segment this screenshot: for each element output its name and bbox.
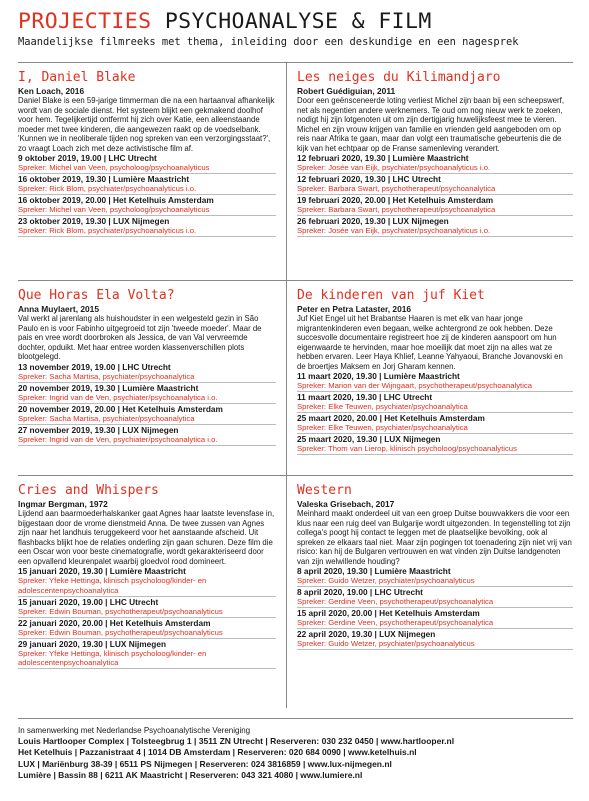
screening-speaker: Spreker: Gerdine Veen, psychotherapeut/psychoanalytica — [297, 597, 573, 608]
film-title: Les neiges du Kilimandjaro — [297, 70, 501, 85]
venue-details: | Tolsteegbrug 1 | 3511 ZN Utrecht | Reserveren: 030 232 0450 | www.hartlooper.nl — [124, 736, 455, 746]
screening-speaker: Spreker: Yfeke Hettinga, klinisch psycholoog/kinder- en adolescentenpsychoanalytica — [18, 649, 276, 670]
screening-date: 12 februari 2020, 19.30 | LHC Utrecht — [297, 174, 441, 184]
screening-date: 8 april 2020, 19.30 | Lumière Maastricht — [297, 566, 451, 576]
screening-date: 15 januari 2020, 19.00 | LHC Utrecht — [18, 596, 159, 607]
screening-date: 20 november 2019, 19.30 | Lumière Maastricht — [18, 382, 199, 393]
screening-speaker: Spreker: Rick Blom, psychiater/psychoanalyticus i.o. — [18, 184, 276, 195]
screening-date: 15 april 2020, 20.00 | Het Ketelhuis Amsterdam — [297, 608, 480, 618]
venue-details: | Pazzanistraat 4 | 1014 DB Amsterdam | Reserveren: 020 684 0090 | www.ketelhuis.nl — [72, 747, 417, 758]
screening-speaker: Spreker: Michel van Veen, psycholoog/psychoanalyticus — [18, 163, 276, 174]
film-block-que-horas — [18, 281, 286, 475]
venue-name: Lumière — [18, 770, 52, 781]
screening-date: 11 maart 2020, 19.30 | Lumière Maastricht — [297, 371, 460, 381]
venue-line-lux — [18, 759, 573, 770]
film-title: Western — [297, 483, 352, 498]
screening-speaker: Spreker: Thom van Lierop, klinisch psycholoog/psychoanalyticus — [297, 444, 573, 455]
screening-speaker: Spreker: Michel van Veen, psycholoog/psychoanalyticus — [18, 205, 276, 216]
screening-speaker: Spreker: Ingrid van de Ven, psychiater/psychoanalytica i.o. — [18, 435, 276, 446]
film-row-3 — [18, 475, 573, 708]
venue-footer — [18, 718, 573, 782]
film-grid — [18, 62, 573, 708]
screening-speaker: Spreker: Sacha Martisa, psychiater/psychoanalytica — [18, 372, 276, 383]
page-title — [18, 10, 573, 34]
column-divider — [286, 281, 287, 475]
screening-speaker: Spreker: Barbara Swart, psychotherapeut/psychoanalytica — [297, 205, 573, 216]
screening-speaker: Spreker: Guido Wetzer, psychiater/psychoanalyticus — [297, 639, 573, 650]
screening-date: 16 oktober 2019, 19.30 | Lumière Maastricht — [18, 174, 190, 184]
film-description: Meinhard maakt onderdeel uit van een groep Duitse bouwvakkers die voor een klus naar een ruig deel van Bulgarije wordt uitgezonden. In tegenstelling tot zijn collega's poogt hij contact te leggen met de plaatselijke bevolking, ook al spreken ze elkaars taal niet. Maar zijn pogingen tot toenadering zijn niet vrij van risico: kan hij de Bulgaren vertrouwen en wat vinden zijn Duitse landgenoten van zijn welwillende houding? — [297, 509, 572, 566]
screening-date: 22 januari 2020, 20.00 | Het Ketelhuis Amsterdam — [18, 617, 211, 628]
title-accent: PROJECTIES — [18, 9, 152, 34]
film-description: Door een geënsceneerde loting verliest Michel zijn baan bij een scheepswerf, net als negentien andere werknemers. Te oud om nog nieuw werk te zoeken, nodigt hij zijn lotgenoten uit om zijn dertigjarig huwelijksfeest mee te vieren. Michel en zijn vrouw krijgen van familie en vrienden geld aangeboden om op reis naar Afrika te gaan, maar dan volgt een traumatische gebeurtenis die de kijk van het echtpaar op de Franse samenleving verandert. — [297, 96, 564, 153]
screening-speaker: Spreker: Rick Blom, psychiater/psychoanalyticus i.o. — [18, 226, 276, 237]
venue-line-ketelhuis — [18, 747, 573, 758]
venue-line-hartlooper — [18, 736, 573, 747]
screening-speaker: Spreker: Marion van der Wijngaart, psychotherapeut/psychoanalytica — [297, 381, 573, 392]
film-director: Ken Loach, 2016 — [18, 86, 85, 96]
film-description: Lijdend aan baarmoederhalskanker gaat Agnes haar laatste levensfase in, bijgestaan door de vrome dienstmeid Anna. De twee zussen van Agnes zijn naar het landhuis teruggekeerd voor het aanstaande afscheid. Uit flashbacks blijkt hoe de relaties onderling zijn gaan schuren. Deze film die een Oscar won voor beste cinematografie, wordt gekarakteriseerd door een opvallend kleurenpalet waarbij gloedvol rood domineert. — [18, 509, 275, 566]
screening-speaker: Spreker: Josée van Eijk, psychiater/psychoanalyticus i.o. — [297, 226, 573, 237]
screening-speaker: Spreker: Sacha Martisa, psychiater/psychoanalytica — [18, 414, 276, 425]
screening-speaker: Spreker: Yfeke Hettinga, klinisch psycholoog/kinder- en adolescentenpsychoanalytica — [18, 576, 276, 597]
film-row-1 — [18, 62, 573, 280]
screening-speaker: Spreker: Elke Teuwen, psychiater/psychoanalytica — [297, 402, 573, 413]
screening-speaker: Spreker: Barbara Swart, psychotherapeut/psychoanalytica — [297, 184, 573, 195]
screening-date: 9 oktober 2019, 19.00 | LHC Utrecht — [18, 153, 157, 163]
film-director: Ingmar Bergman, 1972 — [18, 499, 108, 509]
film-description: Daniel Blake is een 59-jarige timmerman die na een hartaanval afhankelijk wordt van de sociale dienst. Het systeem blijkt een gekmakend doolhof voor hem. Tegelijkertijd ontfermt hij zich over Katie, een alleenstaande moeder met twee kinderen, die aangewezen raakt op de voedselbank. 'Kunnen we in neoliberale tijden nog spreken van een verzorgingsstaat?', zo vraagt Loach zich met deze activistische film af. — [18, 96, 275, 153]
film-title: De kinderen van juf Kiet — [297, 288, 485, 303]
film-description: Juf Kiet Engel uit het Brabantse Haaren is met elk van haar jonge migrantenkinderen even begaan, welke achtergrond ze ook hebben. Deze succesvolle documentaire registreert hoe zij de kinderen aanspoort om hun eigenwaarde te hervinden, maar hoe moeilijk dat moet zijn na alles wat ze hebben ervaren. Leer Haya Khlief, Leanne Yahyaoui, Branche Jovanovski en de broertjes Maksem en Jorj Gharam kennen. — [297, 314, 563, 371]
film-row-2 — [18, 280, 573, 475]
venue-details: | Mariënburg 38-39 | 6511 PS Nijmegen | Reserveren: 024 3816859 | www.lux-nijmegen.nl — [35, 758, 392, 769]
film-description: Val werkt al jarenlang als huishoudster in een welgesteld gezin in São Paulo en is voor Fabinho uitgegroeid tot zijn 'tweede moeder'. Maar de pais en vree wordt doorbroken als Jessica, de van Val vervreemde dochter, opduikt. Met haar entree worden klassenverschillen plots blootgelegd. — [18, 314, 262, 361]
screening-date: 8 april 2020, 19.00 | LHC Utrecht — [297, 587, 423, 597]
venue-details: | Bassin 88 | 6211 AK Maastricht | Reserveren: 043 321 4080 | www.lumiere.nl — [51, 770, 363, 781]
screening-date: 20 november 2019, 20.00 | Het Ketelhuis Amsterdam — [18, 403, 223, 414]
film-director: Peter en Petra Lataster, 2016 — [297, 304, 412, 314]
film-director: Robert Guédiguian, 2011 — [297, 86, 396, 96]
screening-date: 19 februari 2020, 20.00 | Het Ketelhuis Amsterdam — [297, 195, 494, 205]
film-title: I, Daniel Blake — [18, 70, 136, 85]
flyer-page — [18, 9, 573, 781]
column-divider — [286, 476, 287, 708]
screening-date: 27 november 2019, 19.30 | LUX Nijmegen — [18, 424, 179, 435]
column-divider — [286, 63, 287, 280]
film-title: Cries and Whispers — [18, 483, 159, 498]
screening-date: 25 maart 2020, 20.00 | Het Ketelhuis Amsterdam — [297, 413, 485, 423]
film-director: Anna Muylaert, 2015 — [18, 304, 99, 314]
venue-name: LUX — [18, 758, 35, 769]
screening-speaker: Spreker: Edwin Bouman, psychotherapeut/psychoanalyticus — [18, 607, 276, 618]
screening-speaker: Spreker: Gerdine Veen, psychotherapeut/psychoanalytica — [297, 618, 573, 629]
film-block-cries-whispers — [18, 476, 286, 708]
venue-line-lumiere — [18, 770, 573, 781]
screening-date: 26 februari 2020, 19.30 | LUX Nijmegen — [297, 216, 449, 226]
screening-date: 23 oktober 2019, 19.30 | LUX Nijmegen — [18, 216, 170, 226]
screening-date: 22 april 2020, 19.30 | LUX Nijmegen — [297, 629, 436, 639]
venue-name: Louis Hartlooper Complex — [18, 736, 125, 746]
film-block-les-neiges — [286, 63, 573, 280]
footer-intro: In samenwerking met Nederlandse Psychoanalytische Vereniging — [18, 726, 251, 735]
screening-speaker: Spreker: Edwin Bouman, psychotherapeut/psychoanalyticus — [18, 628, 276, 639]
screening-date: 13 november 2019, 19.00 | LHC Utrecht — [18, 361, 171, 372]
film-block-juf-kiet — [286, 281, 573, 475]
page-subtitle: Maandelijkse filmreeks met thema, inleiding door een deskundige en een nagesprek — [18, 36, 519, 48]
screening-speaker: Spreker: Josée van Eijk, psychiater/psychoanalyticus i.o. — [297, 163, 573, 174]
screening-date: 12 februari 2020, 19.30 | Lumière Maastricht — [297, 153, 469, 163]
screening-date: 25 maart 2020, 19.30 | LUX Nijmegen — [297, 434, 441, 444]
screening-date: 16 oktober 2019, 20.00 | Het Ketelhuis Amsterdam — [18, 195, 214, 205]
screening-date: 15 januari 2020, 19.30 | Lumière Maastricht — [18, 566, 186, 576]
screening-speaker: Spreker: Elke Teuwen, psychiater/psychoanalytica — [297, 423, 573, 434]
film-title: Que Horas Ela Volta? — [18, 288, 175, 303]
title-rest: PSYCHOANALYSE & FILM — [164, 9, 432, 34]
screening-date: 29 januari 2020, 19.30 | LUX Nijmegen — [18, 638, 167, 649]
venue-name: Het Ketelhuis — [18, 747, 73, 758]
screening-speaker: Spreker: Guido Wetzer, psychiater/psychoanalyticus — [297, 576, 573, 587]
film-director: Valeska Grisebach, 2017 — [297, 499, 395, 509]
screening-date: 11 maart 2020, 19.30 | LHC Utrecht — [297, 392, 433, 402]
film-block-western — [286, 476, 573, 708]
film-block-i-daniel-blake — [18, 63, 286, 280]
screening-speaker: Spreker: Ingrid van de Ven, psychiater/psychoanalytica i.o. — [18, 393, 276, 404]
